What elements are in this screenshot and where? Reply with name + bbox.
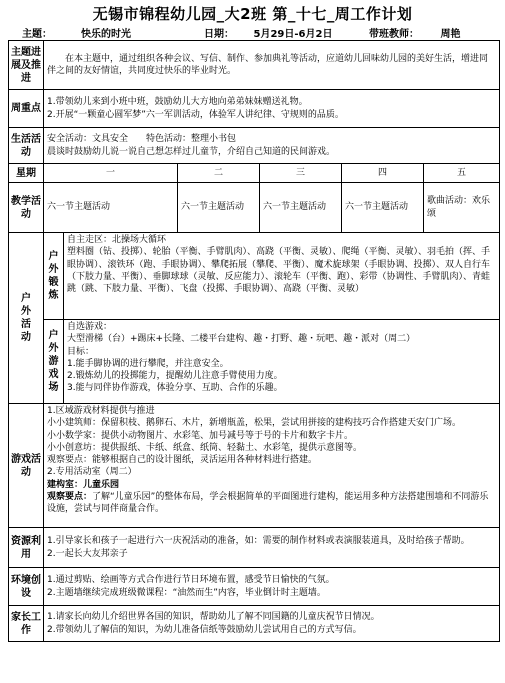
teaching-mon: 六一节主题活动	[44, 183, 178, 233]
row-resources	[9, 528, 500, 568]
row-teaching	[9, 183, 500, 233]
game-activity-content: 1.区域游戏材料提供与推进 小小建筑师：保留积枝、鹅卵石、木片，新增瓶盖，松果，尝试用拼接的建构技巧合作搭建天安门广场。 小小数学家：提供小动物图片、水彩笔、加号减号等于号的卡片和数字卡片。 小小创意坊：提供报纸、卡纸、纸盒、纸筒、轻黏土、水彩笔，提供示意图等。 观察要点：能够根据自己的设计图纸，灵活运用各种材料进行搭建。 2.专用活动室（周二） 建构室：儿童乐园 观察要点：了解“儿童乐园”的整体布局，学会根据简单的平面图进行建构，能运用多种方法搭建围墙和不同游乐设施，尝试与同伴商量合作。	[44, 404, 500, 528]
teacher-value: 周艳	[419, 25, 482, 41]
theme-meta	[22, 25, 160, 41]
theme-label: 主题：	[22, 29, 52, 40]
weekday-fri: 五	[424, 164, 500, 183]
row-life-activity	[9, 128, 500, 164]
date-value: 5月29日-6月2日	[234, 25, 352, 41]
row-weekly-focus	[9, 90, 500, 128]
weekday-wed: 三	[260, 164, 342, 183]
weekday-tue: 二	[178, 164, 260, 183]
row-outdoor-exercise	[9, 233, 500, 320]
weekday-thu: 四	[342, 164, 424, 183]
environment-label: 环境创设	[9, 568, 44, 606]
resources-label: 资源利用	[9, 528, 44, 568]
outdoor-label: 户外活动	[9, 233, 44, 404]
plan-meta	[14, 25, 499, 39]
row-theme-progress	[9, 41, 500, 90]
outdoor-games-label: 户外游戏场	[44, 320, 64, 404]
outdoor-exercise-content: 自主走区：北操场大循环 塑料圈（钻、投掷）、轮胎（平衡、手臂肌肉）、高跷（平衡、灵敏）、爬绳（平衡、灵敏）、羽毛拍（挥、手眼协调）、滚铁环（跑、手眼协调）、攀爬拓展（攀爬、平衡）、魔术旋球架（手眼协调、投掷）、双人自行车（下肢力量、平衡）、垂脚球球（灵敏、反应能力）、滚轮车（平衡、跑）、彩带（协调性、手臂肌肉）、青蛙跳（跳、下肢力量、平衡）、飞盘（投掷、手眼协调）、高跷（平衡、灵敏）	[64, 233, 500, 320]
weekly-focus-label: 周重点	[9, 90, 44, 128]
row-environment	[9, 568, 500, 606]
row-parents	[9, 606, 500, 642]
weekly-focus-content: 1.带领幼儿来到小班中班，鼓励幼儿大方地向弟弟妹妹赠送礼物。 2.开展“一颗童心圆军梦”六一军训活动，体验军人讲纪律、守规则的品质。	[44, 90, 500, 128]
row-game-activity	[9, 404, 500, 528]
outdoor-games-content: 自选游戏： 大型滑梯（台）+踢床+长隆、二楼平台建构、趣・打野、趣・玩吧、趣・派对（周二） 目标： 1.能手脚协调的进行攀爬，并注意安全。 2.锻炼幼儿的投掷能力，提醒幼儿注意手臂使用力度。 3.能与同伴协作游戏，体验分享、互助、合作的乐趣。	[64, 320, 500, 404]
row-weekdays	[9, 164, 500, 183]
teaching-thu: 六一节主题活动	[342, 183, 424, 233]
teaching-wed: 六一节主题活动	[260, 183, 342, 233]
theme-progress-label: 主题进展及推进	[9, 41, 44, 90]
theme-value: 快乐的时光	[52, 25, 160, 41]
teaching-fri: 歌曲活动：欢乐颂	[424, 183, 500, 233]
environment-content: 1.通过剪贴、绘画等方式合作进行节日环境布置，感受节日愉快的气氛。 2.主题墙继续完成班级微课程：“油然而生”内容，毕业倒计时主题墙。	[44, 568, 500, 606]
row-outdoor-games	[9, 320, 500, 404]
weekday-label: 星期	[9, 164, 44, 183]
teacher-meta	[369, 25, 482, 41]
life-activity-content: 安全活动：文具安全 特色活动：整理小书包 晨谈时鼓励幼儿说一说自己想怎样过儿童节，介绍自己知道的民间游戏。	[44, 128, 500, 164]
teacher-label: 带班教师：	[369, 29, 419, 40]
weekday-mon: 一	[44, 164, 178, 183]
teaching-label: 教学活动	[9, 183, 44, 233]
parents-label: 家长工作	[9, 606, 44, 642]
game-activity-label: 游戏活动	[9, 404, 44, 528]
observation-prefix: 观察要点：	[47, 492, 93, 503]
resources-content: 1.引导家长和孩子一起进行六一庆祝活动的准备，如：需要的制作材料或表演服装道具，及时给孩子帮助。 2.一起长大友邦亲子	[44, 528, 500, 568]
outdoor-exercise-label: 户外锻炼	[44, 233, 64, 320]
teaching-tue: 六一节主题活动	[178, 183, 260, 233]
plan-table	[8, 40, 500, 642]
life-activity-label: 生活活动	[9, 128, 44, 164]
date-meta	[204, 25, 352, 41]
page-title: 无锡市锦程幼儿园_大2班 第_十七_周工作计划	[92, 5, 413, 23]
parents-content: 1.请家长向幼儿介绍世界各国的知识，帮助幼儿了解不同国籍的儿童庆祝节日情况。 2.带领幼儿了解信的知识，为幼儿准备信纸等鼓励幼儿尝试用自己的方式写信。	[44, 606, 500, 642]
date-label: 日期：	[204, 29, 234, 40]
theme-progress-text: 在本主题中，通过组织各种会议、写信、制作、参加典礼等活动，应道幼儿回味幼儿园的美好生活，增进同伴之间的友好情谊，共同度过快乐的毕业时光。	[44, 41, 500, 90]
